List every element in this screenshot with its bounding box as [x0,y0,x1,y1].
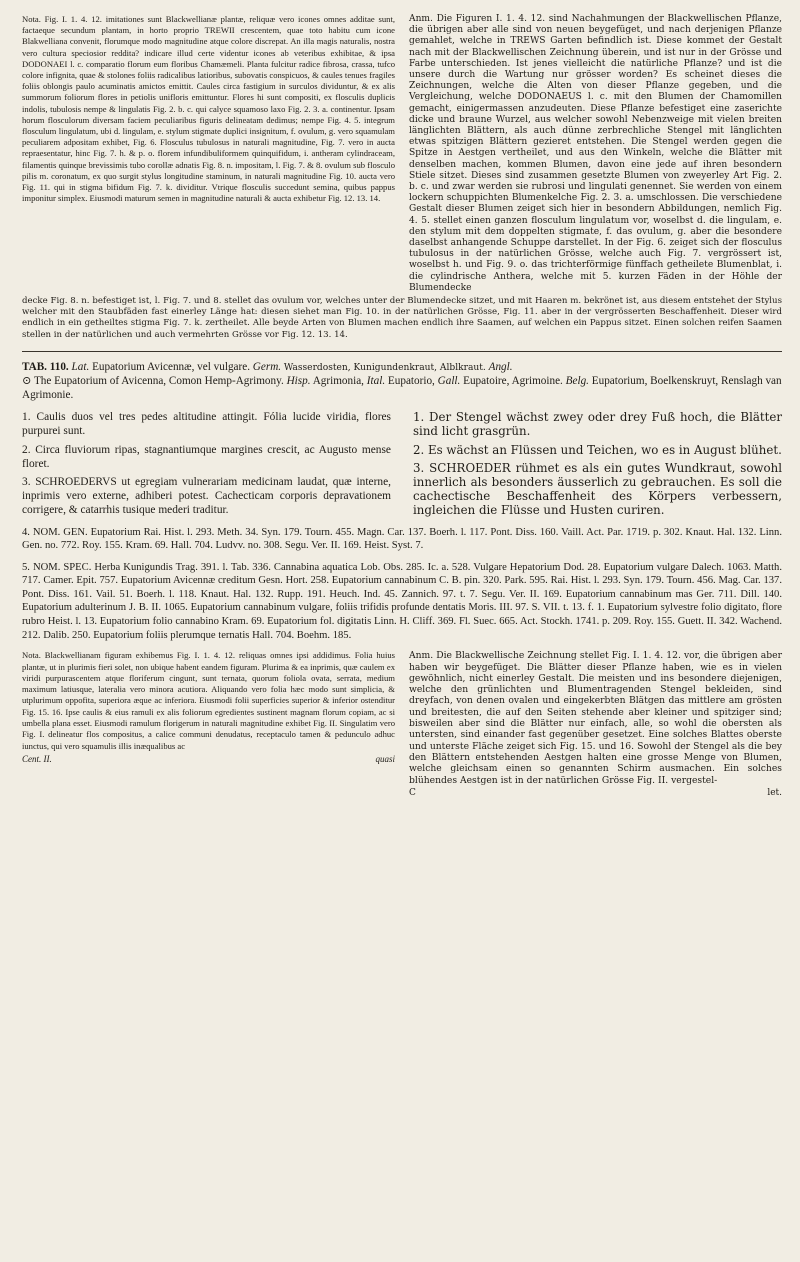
description-section [22,410,782,517]
plate-heading [22,360,782,402]
upper-german-note: Anm. Die Figuren I. 1. 4. 12. sind Nachahmungen der Blackwellischen Pflanze, die übrigen aber alle sind von neuen beygefüget, und nach derjenigen Pflanze gemahlet, welche in TREWS Garten befindlich ist. Diese kommet der Gestalt nach mit der Blackwellischen Zeichnung überein, und ist nur in der Grösse und Farbe unterschieden. Ist jenes vielleicht die natürliche Pflanze? und ist die unsere durch die Wartung nur grösser worden? Es scheinet dieses die Zeichnungen, welche die Alten von dieser Pflanze gegeben, und die Vergleichung, welche DODONAEUS l. c. mit den Blumen der Chamomillen gemacht, einigermassen anzudeuten. Diese Pflanze befestiget eine zaserichte dicke und braune Wurzel, aus welcher sowohl Nebenzweige mit vielen breiten länglichten Blättern, als auch dünne zerbrechliche Stengel mit länglichten etwas spitzigen Blättern gezieret entstehen. Die Stengel werden gegen die Spitze in Aestgen vertheilet, und aus den Winkeln, welche die Blätter mit denselben machen, kommen Blumen, davon eine jede auf ihren besondern Stiele sitzet. Dieses sind zusammen gesetzte Blumen von zweyerley Art Fig. 2. b. c. und zwar werden sie rubrosi und lingulati genennet. Sie werden von einem lockern schuppichten Blumenkelche Fig. 2. 3. a. umschlossen. Die verschiedene Gestalt dieser Blumen zeiget sich hier in besondern Abbildungen, nemlich Fig. 4. 5. stellet einen ganzen flosculum lingulatum vor, woselbst d. die lingulam, e. den stylum mit dem doppelten stigmate, f. das ovulum, g. aber die besondere daselbst anhangende Schuppe darstellet. In der Fig. 6. zeiget sich der flosculus tubulosus in der natürlichen Grösse, welche auch Fig. 7. vergrössert ist, woselbst h. und Fig. 9. o. das trichterförmige fünffach getheilete Blumenblat, i. die cylindrische Anthera, welche mit 5. kurzen Fäden in der Höhle der Blumendecke [409,14,782,293]
latin-description [22,410,391,517]
lower-latin-note [22,650,395,765]
gall-label: Gall. [437,375,461,388]
german-desc-3: 3. SCHROEDER rühmet es als ein gutes Wundkraut, sowohl innerlich als besonders äusserlich zu gebrauchen. Es soll die cachectische Beschaffenheit des Körpers verbessern, ingleichen die Flüsse und Husten curiren. [413,460,782,518]
german-description [413,410,782,517]
belg-name: Eupatorium, Boelkenskruyt, Renslagh van Agrimonie. [22,375,782,402]
signature-mark: C [409,787,416,798]
nomen-genericum: 4. NOM. GEN. Eupatorium Rai. Hist. l. 293. Meth. 34. Syn. 179. Tourn. 455. Magn. Car. 137. Boerh. l. 117. Pont. Diss. 160. Vaill. Act. Par. 1719. p. 302. Knaut. Hal. 132. Linn. Gen. no. 772. Roy. 155. Kram. 69. Hall. 704. Ludvv. no. 308. Segu. Ver. II. 169. Heist. Syst. 7. [22,526,782,552]
german-desc-2: 2. Es wächst an Flüssen und Teichen, wo es in August blühet. [413,442,782,457]
latin-desc-3: 3. SCHROEDERVS ut egregiam vulnerariam medicinam laudat, quæ interne, inprimis vero externe, adhiberi potest. Cachecticam corporis depravationem corrigere, & catarrhis tusique mederi traditur. [22,475,391,517]
lower-notes [22,650,782,799]
latin-catchword: quasi [375,753,395,764]
german-catchword: let. [767,787,782,798]
lower-latin-text: Nota. Blackwellianam figuram exhibemus Fig. I. 1. 4. 12. reliquas omnes ipsi addidimus. Folia huius plantæ, ut in plurimis fieri solet, non ubique habent eandem figuram. Plurima & ea inprimis, quæ caulem ex viridi purpurascentem atque floriferum cingunt, sunt ternata, quorum foliola ovata, serrata, medium maximum latiusque, lateralia vero minora acutiora. Aliquando vero folia hæc modo sunt simplicia, & utplurimum oppofita, superiora æque ac inferiora. Eiusmodi folii superficies superior & inferior ostenditur Fig. 15. 16. Ipse caulis & eius ramuli ex alis foliorum egredientes sustinent magnam florum copiam, ac si umbella plana esset. Eiusmodi ramulum florigerum in naturali magnitudine exhibet Fig. II. Singulatim vero Fig. I. delineatur flos compositus, a calice communi denudatus, receptaculo tamen & pedunculo adhuc iunctus, qui vero squamulis illis inæqualibus ac [22,650,395,751]
lower-german-note [409,650,782,799]
upper-notes [22,14,782,294]
germ-name: Wasserdosten, Kunigundenkraut, Alblkraut. [283,362,486,373]
lat-name: Eupatorium Avicennæ, vel vulgare. [92,360,250,373]
upper-german-continuation: decke Fig. 8. n. befestiget ist, l. Fig. 7. und 8. stellet das ovulum vor, welches unter der Blumendecke sitzet, und mit Haaren m. bekrönet ist, aus diesem entstehet der Stylus welcher mit den Staubfäden fast einerley Länge hat: diesen siehet man Fig. 10. in der natürlichen Grösse, Fig. 11. aber in der vergrösserten Beschaffenheit. Dieser wird endlich in ein getheiltes stigma Fig. 7. k. zertheilet. Alle beyde Arten von Blumen machen endlich ihre Saamen, auf welchen ein Pappus sitzet. Einen solchen reifen Saamen stellen in der natürlichen und auch vermehrten Grösse vor Fig. 12. 13. 14. [22,296,782,340]
germ-label: Germ. [252,360,282,373]
english-name: ⊙ The Eupatorium of Avicenna, Comon Hemp-Agrimony. [22,375,284,388]
latin-signature-line [22,754,395,765]
belg-label: Belg. [565,375,589,388]
hisp-name: Agrimonia, [312,375,364,388]
german-signature-line [409,788,782,799]
century-mark: Cent. II. [22,753,52,764]
hisp-label: Hisp. [286,375,311,388]
ital-label: Ital. [366,375,386,388]
nomen-specificum: 5. NOM. SPEC. Herba Kunigundis Trag. 391. l. Tab. 336. Cannabina aquatica Lob. Obs. 285. Ic. a. 528. Vulgare Hepatorium Dod. 28. Eupatorium vulgare Dalech. 1063. Matth. 717. Camer. Epit. 757. Eupatorium Avicennæ creditum Gesn. Hort. 258. Eupatorium cannabinum C. B. pin. 320. Park. 595. Rai. Hist. l. 293. Syn. 179. Tourn. 456. Mag. Car. 137. Pont. Diss. 161. Vail. 51. Boerh. l. 118. Knaut. Hal. 132. Rupp. 191. Heuch. Ind. 45. Zannich. 97. t. 7. Segu. Ver. II. 169. Eupatorium cannabinum mas Ger. 711. Dill. 140. Eupatorium adulterinum J. B. II. 1065. Eupatorium cannabinum vulgare, foliis trifidis profunde dentatis Moris. III. 97. S. VII. t. 13. f. 1. Eupatorium sylvestre folio digitato, flore rubro Heist. l. 13. Eupatorium folio cannabino Kram. 69. Eupatorium fol. digitatis Linn. H. Cliff. 369. Fl. Suec. 665. Act. Stockh. 1741. p. 209. Roy. 155. Guett. II. 342. Wachend. 212. Dalib. 250. Eupatorium foliis plerumque ternatis Hall. 704. Boehm. 185. [22,561,782,641]
book-page [22,14,782,799]
plate-number: TAB. 110. [22,360,69,373]
ital-name: Eupatorio, [387,375,435,388]
latin-desc-2: 2. Circa fluviorum ripas, stagnantiumque margines crescit, ac Augusto mense floret. [22,443,391,470]
angl-label: Angl. [488,360,513,373]
latin-desc-1: 1. Caulis duos vel tres pedes altitudine attingit. Fólia lucide viridia, flores purpurei sunt. [22,411,391,438]
lower-german-text: Anm. Die Blackwellische Zeichnung stellet Fig. I. 1. 4. 12. vor, die übrigen aber haben wir beygefüget. Die Blätter dieser Pflanze haben, wie es in vielen gewöhnlich, nicht einerley Gestalt. Die meisten und ins besondere diejenigen, welche den grünlichten und Blumentragenden Stengel bekleiden, sind dreyfach, von denen ovalen und eingekerbten Blätgen das mittlere am grösten und breitesten, die auf den Seiten stehende aber kleiner und spitziger sind; bisweilen aber sind die Blätter nur einfach, alle, so wohl die obersten als untersten, sind einander fast gegenüber gesetzet. Eine solches Blattes oberste und unterste Fläche zeiget sich Fig. 15. und 16. Sowohl der Stengel als die bey den Blättern entstehenden Aestgen halten eine grosse Menge von Blumen, welche gleichsam einen so genannten Schirm ausmachen. Ein solches blühendes Aestgen ist in der natürlichen Grösse Fig. II. vergestel- [409,650,782,786]
divider-rule [22,351,782,352]
gall-name: Eupatoire, Agrimoine. [463,375,563,388]
lat-label: Lat. [71,360,90,373]
german-desc-1: 1. Der Stengel wächst zwey oder drey Fuß hoch, die Blätter sind licht grasgrün. [413,410,782,439]
upper-latin-note: Nota. Fig. I. 1. 4. 12. imitationes sunt Blackwellianæ plantæ, reliquæ vero icones omnes additae sunt, factaeque secundum plantam, in horto proprio TREWII crescentem, quae toto habitu cum icone Blakwelliana convenit, florumque modo magnitudine atque colore discrepat. An illa magis naturalis, nostra vero cultura speciosior reddita? indicare illud certe videntur icones ab veteribus exhibitae, & ipsa DODONAEI l. c. comparatio florum eum floribus Chamæmeli. Planta fulcitur radice fibrosa, crassa, tufco colore infignita, quae & stolones foliis radicalibus latioribus, subovatis conspicuos, & caules tenues fragiles foliis oblongis paulo acuminatis amictos emittit. Caules circa fastigium in surculos dividuntur, & ex alis summorum foliorum flores in petiolis unifloris emittuntur. Flores hi sunt compositi, ex flosculis duplicis indolis, tubulosis nempe & lingulatis Fig. 2. b. c. qui calyce squamoso laxo Fig. 2. 3. a. continentur. Ipsam horum flosculorum diversam faciem peculiaribus figuris delineatam dedimus; nempe Fig. 4. 5. integrum flosculum lingulatum, ubi d. lingulam, e. stylum stigmate duplici insignitum, f. ovulum, g. vero squamulam peculiarem adpositam exhibet, Fig. 6. Flosculus tubulosus in naturali magnitudine, Fig. 7. vero in aucta repraesentatur, hinc Fig. 7. h. & p. o. florem infundibuliformem quinquifidum, i. antheram cylindraceam, filamentis quinque brevissimis tubo corollæ adnatis Fig. 8. n. impositam, l. Fig. 7. & 8. ovulum sub flosculo pilis m. coronatum, ex quo surgit stylus longitudine staminum, in naturali magnitudine Fig. 10. aucta vero Fig. 11. qui in stigma bifidum Fig. 7. k. dividitur. Vtrique flosculis succedunt semina, quibus pappus imponitur simplex. Eiusmodi maturum semen in magnitudine naturali & aucta exhibetur Fig. 12. 13. 14. [22,14,395,204]
